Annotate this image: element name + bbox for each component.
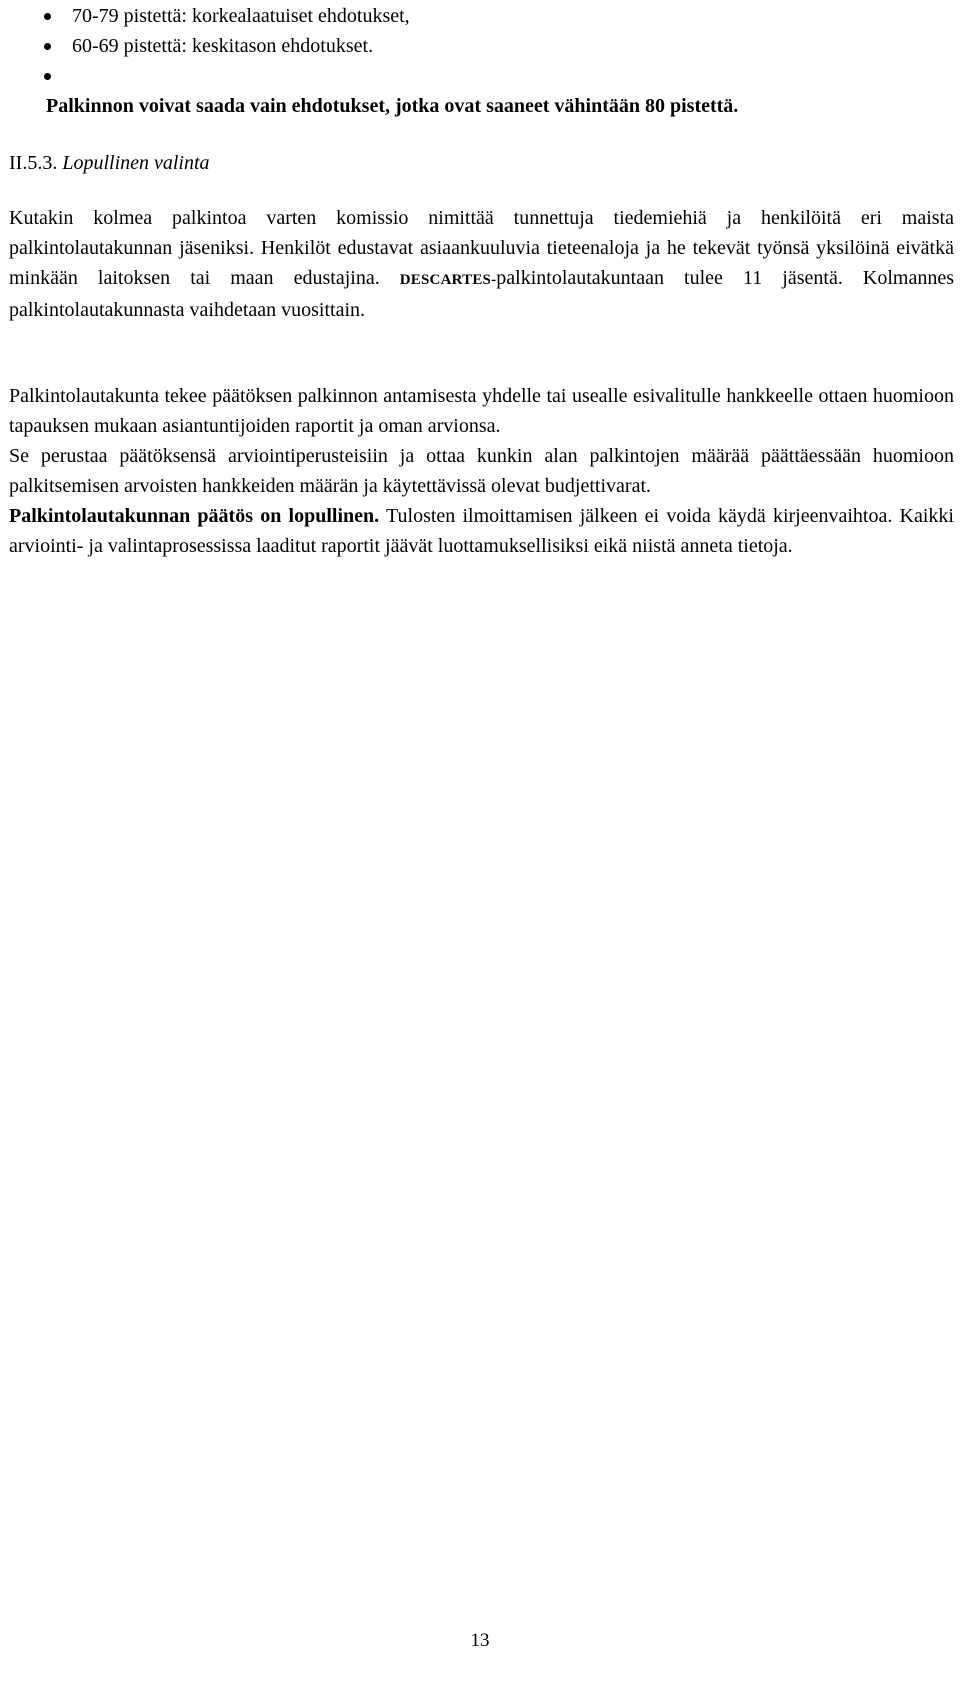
- decision-text-1: Palkintolautakunta tekee päätöksen palkinnon antamisesta yhdelle tai usealle esivalitulle hankkeelle ottaen huomioon tapauksen mukaan asiantuntijoiden raportit ja oman arvionsa.: [9, 385, 954, 437]
- bullet-dot-icon: [44, 43, 51, 50]
- bullet-item: [0, 62, 960, 92]
- bullet-text: 60-69 pistettä: keskitason ehdotukset.: [72, 35, 374, 57]
- section-title: Lopullinen valinta: [62, 152, 210, 174]
- decision-paragraph: [9, 381, 954, 561]
- decision-final-line: [9, 501, 954, 561]
- section-heading: [9, 152, 210, 175]
- section-number: II.5.3.: [9, 152, 58, 174]
- jury-text-part2: palkintolautakuntaan tulee 11 jäsentä. Kolmannes palkintolautakunnasta vaihdetaan vuosittain.: [9, 267, 954, 321]
- jury-text-part1: Kutakin kolmea palkintoa varten komissio nimittää tunnettuja tiedemiehiä ja henkilöitä eri maista palkintolautakunnan jäseniksi. Henkilöt edustavat asiaankuuluvia tieteenaloja ja he tekevät työnsä yksilöinä eivätkä minkään laitoksen tai maan edustajina.: [9, 207, 954, 289]
- award-threshold-notice: Palkinnon voivat saada vain ehdotukset, jotka ovat saaneet vähintään 80 pistettä.: [46, 95, 739, 117]
- bullet-dot-icon: [44, 13, 51, 20]
- page-number: 13: [470, 1630, 490, 1651]
- bullet-dot-icon: [44, 73, 51, 80]
- bullet-item: [0, 2, 960, 32]
- decision-text-3: Tulosten ilmoittamisen jälkeen ei voida käydä kirjeenvaihtoa. Kaikki arviointi- ja valintaprosessissa laaditut raportit jäävät luottamuksellisiksi eikä niistä anneta tietoja.: [9, 505, 954, 557]
- descartes-label: DESCARTES-: [399, 272, 497, 288]
- decision-text-2: Se perustaa päätöksensä arviointiperusteisiin ja ottaa kunkin alan palkintojen määrää päättäessään huomioon palkitsemisen arvoisten hankkeiden määrän ja käytettävissä olevat budjettivarat.: [9, 445, 954, 497]
- jury-paragraph: [9, 203, 954, 325]
- final-decision-bold: Palkintolautakunnan päätös on lopullinen.: [9, 505, 380, 527]
- scoring-bullet-list: [0, 2, 960, 92]
- bullet-text: 70-79 pistettä: korkealaatuiset ehdotukset,: [72, 5, 410, 27]
- bullet-item: [0, 32, 960, 62]
